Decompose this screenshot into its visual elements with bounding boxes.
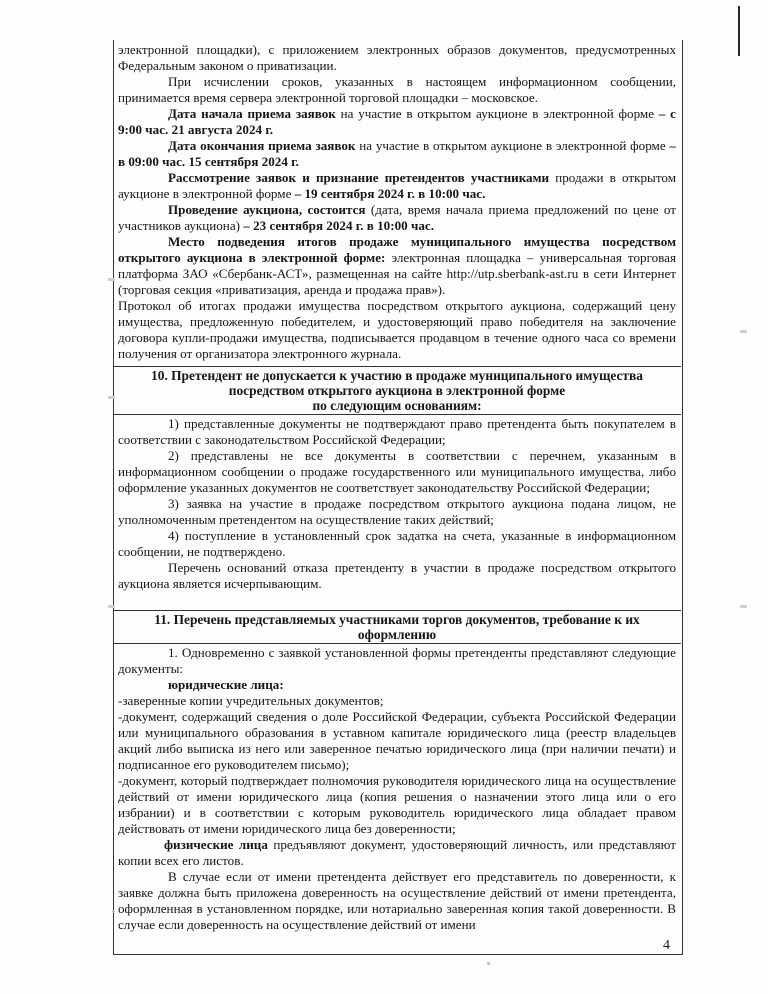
results-place-label: Место подведения итогов продаже муниципального имущества посредством открытого аукциона в электронной форме:: [118, 234, 676, 265]
end-date-label: Дата окончания приема заявок: [168, 138, 356, 153]
scan-artifact: [487, 962, 490, 965]
paragraph-start-date: [118, 106, 676, 138]
documents-intro: 1. Одновременно с заявкой установленной формы претенденты представляют следующие документы:: [118, 645, 676, 676]
scan-artifact: [112, 910, 115, 913]
scan-artifact: [108, 605, 115, 608]
paragraph-protocol: Протокол об итогах продажи имущества посредством открытого аукциона, содержащий цену имущества, предложенную победителем, и удостоверяющий право победителя на заключение договора купли-продажи имущества, подписывается продавцом в течение одного часа со времени получения от организатора электронного журнала.: [118, 298, 676, 361]
section-9-body: [118, 42, 676, 362]
ground-item-3: 3) заявка на участие в продаже посредством открытого аукциона подана лицом, не уполномоченным претендентом на осуществление таких действий;: [118, 496, 676, 527]
grounds-closing: Перечень оснований отказа претенденту в участии в продаже посредством открытого аукциона является исчерпывающим.: [118, 560, 676, 591]
section-11-heading-line-1: 11. Перечень представляемых участниками торгов документов, требование к их: [154, 612, 640, 627]
paragraph-review-date: [118, 170, 676, 202]
ground-item-4: 4) поступление в установленный срок задатка на счета, указанные в информационном сообщении, не подтверждено.: [118, 528, 676, 559]
ground-item-2: 2) представлены не все документы в соответствии с перечнем, указанным в информационном сообщении о продаже государственного или муниципального имущества, либо оформление указанных документов не соответствует законодательству Российской Федерации;: [118, 448, 676, 495]
paragraph-time-zone: При исчислении сроков, указанных в настоящем информационном сообщении, принимается время сервера электронной торговой площадки – московское.: [118, 74, 676, 105]
scan-edge-line: [738, 6, 740, 56]
section-10-heading: [118, 368, 676, 413]
end-date-text: на участие в открытом аукционе в электронной форме: [355, 138, 670, 153]
section-11-body: [118, 645, 676, 933]
end-date-value: – в 09:00 час. 15 сентября 2024 г.: [118, 138, 677, 169]
paragraph-results-place: [118, 234, 676, 298]
start-date-value: – с 9:00 час. 21 августа 2024 г.: [118, 106, 676, 137]
review-date-text: продажи в открытом аукционе в электронной форме: [118, 170, 676, 201]
legal-item-2: -документ, содержащий сведения о доле Российской Федерации, субъекта Российской Федерации или муниципального образования в уставном капитале юридического лица (реестр владельцев акций либо выписка из него или заверенное печатью юридического лица (при наличии печати) и подписанное его руководителем письмо);: [118, 709, 676, 772]
results-place-text: электронная площадка – универсальная торговая платформа ЗАО «Сбербанк-АСТ», размещенная на сайте http://utp.sberbank-ast.ru в сети Интернет (торговая секция «приватизация, аренда и продажа прав»).: [118, 250, 676, 297]
physical-persons-paragraph: [118, 837, 676, 869]
start-date-text: на участие в открытом аукционе в электронной форме: [335, 106, 659, 121]
physical-persons-text: предъявляют документ, удостоверяющий личность, или представляют копии всех его листов.: [118, 837, 676, 868]
row-divider: [113, 366, 681, 367]
row-divider: [113, 643, 681, 644]
row-divider: [113, 414, 681, 415]
legal-item-3: -документ, который подтверждает полномочия руководителя юридического лица на осуществление действий от имени юридического лица (копия решения о назначении этого лица или о его избрании) и в соответствии с которым руководитель юридического лица обладает правом действовать от имени юридического лица без доверенности;: [118, 773, 676, 836]
paragraph-end-date: [118, 138, 676, 170]
section-10-heading-line-1: 10. Претендент не допускается к участию в продаже муниципального имущества: [151, 368, 643, 383]
physical-persons-label: физические лица: [164, 837, 268, 852]
section-11-heading-line-2: оформлению: [357, 627, 437, 642]
scan-artifact: [740, 330, 747, 333]
paragraph-electronic-images: электронной площадки), с приложением электронных образов документов, предусмотренных Федеральным законом о приватизации.: [118, 42, 676, 73]
section-10-heading-line-3: по следующим основаниям:: [312, 398, 482, 413]
legal-entities-heading: юридические лица:: [168, 677, 284, 692]
review-date-label: Рассмотрение заявок и признание претендентов участниками: [168, 170, 550, 185]
auction-date-label: Проведение аукциона, состоится: [168, 202, 366, 217]
page-number: 4: [663, 938, 670, 953]
section-10-body: [118, 416, 676, 592]
section-11-heading: [118, 612, 676, 642]
auction-date-value: – 23 сентября 2024 г. в 10:00 час.: [243, 218, 434, 233]
proxy-paragraph: В случае если от имени претендента действует его представитель по доверенности, к заявке должна быть приложена доверенность на осуществление действий от имени претендента, оформленная в установленном порядке, или нотариально заверенная копия такой доверенности. В случае если доверенность на осуществление действий от имени: [118, 869, 676, 932]
start-date-label: Дата начала приема заявок: [168, 106, 336, 121]
scan-artifact: [740, 605, 747, 608]
paragraph-auction-date: [118, 202, 676, 234]
section-10-heading-line-2: посредством открытого аукциона в электронной форме: [228, 383, 566, 398]
legal-item-1: -заверенные копии учредительных документов;: [118, 693, 384, 708]
row-divider: [113, 610, 681, 611]
ground-item-1: 1) представленные документы не подтверждают право претендента быть покупателем в соответствии с законодательством Российской Федерации;: [118, 416, 676, 447]
scan-artifact: [108, 278, 115, 281]
scan-artifact: [108, 396, 115, 399]
auction-date-text: (дата, время начала приема предложений по цене от участников аукциона): [118, 202, 676, 233]
review-date-value: – 19 сентября 2024 г. в 10:00 час.: [294, 186, 486, 201]
legal-entities-label: [118, 677, 676, 693]
